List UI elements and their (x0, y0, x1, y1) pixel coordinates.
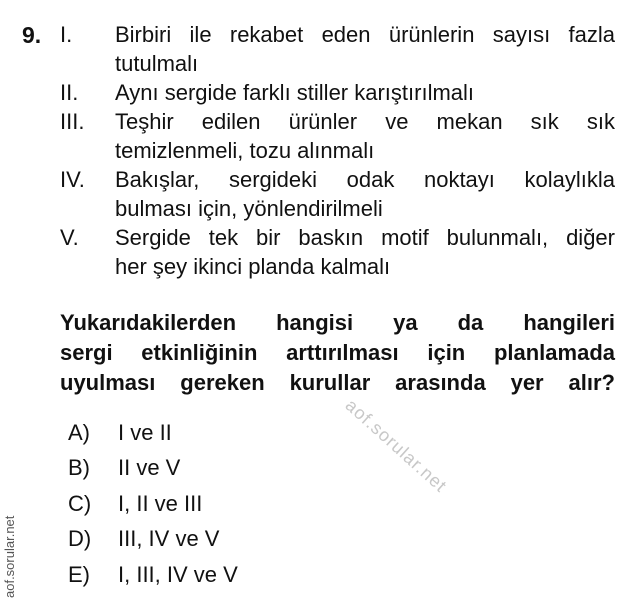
statement-label: III. (60, 109, 85, 134)
option-text: I, II ve III (118, 491, 203, 516)
statement-text (115, 165, 615, 223)
stem-line: Yukarıdakilerden hangisi ya da hangileri (60, 310, 615, 335)
option-label: B) (68, 455, 90, 480)
option-label: E) (68, 562, 90, 587)
option-text: III, IV ve V (118, 526, 220, 551)
option-text: II ve V (118, 455, 181, 480)
statement-line: temizlenmeli, tozu alınmalı (115, 138, 375, 163)
statement-line: her şey ikinci planda kalmalı (115, 254, 391, 279)
question-stem (60, 308, 615, 398)
statement-line: Sergide tek bir baskın motif bulunmalı, diğer (115, 225, 615, 250)
watermark-side: aof.sorular.net (2, 515, 17, 598)
statement-text (115, 78, 615, 107)
statement-line: tutulmalı (115, 51, 199, 76)
statement-line: Aynı sergide farklı stiller karıştırılmalı (115, 80, 475, 105)
statement-label: II. (60, 80, 79, 105)
statement-line: bulması için, yönlendirilmeli (115, 196, 383, 221)
watermark-diagonal: aof.sorular.net (341, 395, 451, 497)
statement-line: Birbiri ile rekabet eden ürünlerin sayısı fazla (115, 22, 615, 47)
statement-label: V. (60, 225, 79, 250)
stem-line: sergi etkinliğinin arttırılması için planlamada (60, 340, 615, 365)
statement-label: I. (60, 22, 73, 47)
statement-text (115, 223, 615, 281)
statement-line: Bakışlar, sergideki odak noktayı kolaylıkla (115, 167, 615, 192)
statement-label: IV. (60, 167, 85, 192)
stem-line: uyulması gereken kurullar arasında yer alır? (60, 370, 615, 395)
statement-line: Teşhir edilen ürünler ve mekan sık sık (115, 109, 615, 134)
statement-text (115, 20, 615, 78)
option-label: D) (68, 526, 92, 551)
statement-text (115, 107, 615, 165)
option-label: A) (68, 420, 90, 445)
option-text: I ve II (118, 420, 172, 445)
question-number: 9. (22, 22, 42, 48)
option-label: C) (68, 491, 92, 516)
option-text: I, III, IV ve V (118, 562, 238, 587)
